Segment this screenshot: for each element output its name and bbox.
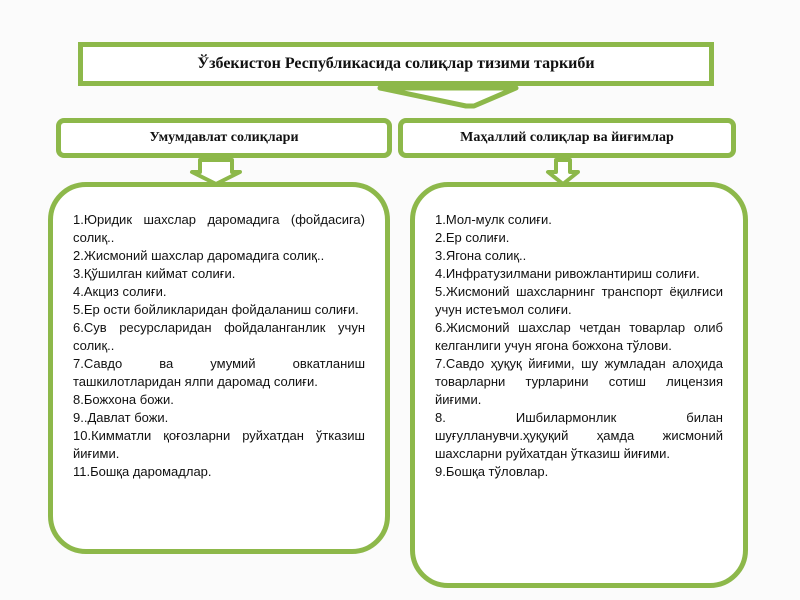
category-national-taxes-label: Умумдавлат солиқлари xyxy=(149,130,299,145)
national-taxes-list-box xyxy=(48,182,390,554)
diagram-title-text: Ўзбекистон Республикасида солиқлар тизими таркиби xyxy=(197,55,595,72)
list-item: 8.Божхона божи. xyxy=(73,392,174,407)
left-connector xyxy=(192,160,240,184)
list-item: 11.Бошқа даромадлар. xyxy=(73,464,212,479)
category-local-taxes-label: Маҳаллий солиқлар ва йиғимлар xyxy=(460,130,674,145)
list-item: 7.Савдо ҳуқуқ йиғими, шу жумладан алоҳида товарларни турларини сотиш лицензия йиғими. xyxy=(435,356,723,407)
list-item: 8. Ишбилармонлик билан шуғулланувчи.ҳуқуқий ҳамда жисмоний шахсларни руйхатдан ўтказиш йиғими. xyxy=(435,410,723,461)
list-item: 1.Мол-мулк солиғи. xyxy=(435,212,552,227)
list-item: 6.Жисмоний шахслар четдан товарлар олиб келганлиги учун ягона божхона тўлови. xyxy=(435,320,723,353)
category-local-taxes xyxy=(398,118,736,158)
local-taxes-list xyxy=(435,211,723,481)
list-item: 9..Давлат божи. xyxy=(73,410,169,425)
list-item: 9.Бошқа тўловлар. xyxy=(435,464,549,479)
title-arrow-shape xyxy=(380,88,516,106)
local-taxes-list-box xyxy=(410,182,748,588)
list-item: 4.Инфратузилмани ривожлантириш солиғи. xyxy=(435,266,700,281)
list-item: 3.Ягона солиқ.. xyxy=(435,248,527,263)
title-arrow xyxy=(378,88,518,103)
right-connector xyxy=(548,160,578,184)
list-item: 7.Савдо ва умумий овкатланиш ташкилотларидан ялпи даромад солиғи. xyxy=(73,356,365,389)
category-national-taxes xyxy=(56,118,392,158)
national-taxes-list xyxy=(73,211,365,481)
list-item: 3.Қўшилган киймат солиғи. xyxy=(73,266,236,281)
list-item: 5.Ер ости бойликларидан фойдаланиш солиғи. xyxy=(73,302,359,317)
list-item: 5.Жисмоний шахсларнинг транспорт ёқилғиси учун истеъмол солиғи. xyxy=(435,284,723,317)
list-item: 4.Акциз солиғи. xyxy=(73,284,167,299)
list-item: 10.Кимматли қоғозларни руйхатдан ўтказиш йиғими. xyxy=(73,428,365,461)
list-item: 6.Сув ресурсларидан фойдаланганлик учун солиқ.. xyxy=(73,320,365,353)
list-item: 1.Юридик шахслар даромадига (фойдасига) солиқ.. xyxy=(73,212,365,245)
diagram-title xyxy=(78,42,714,86)
list-item: 2.Жисмоний шахслар даромадига солиқ.. xyxy=(73,248,325,263)
list-item: 2.Ер солиғи. xyxy=(435,230,510,245)
